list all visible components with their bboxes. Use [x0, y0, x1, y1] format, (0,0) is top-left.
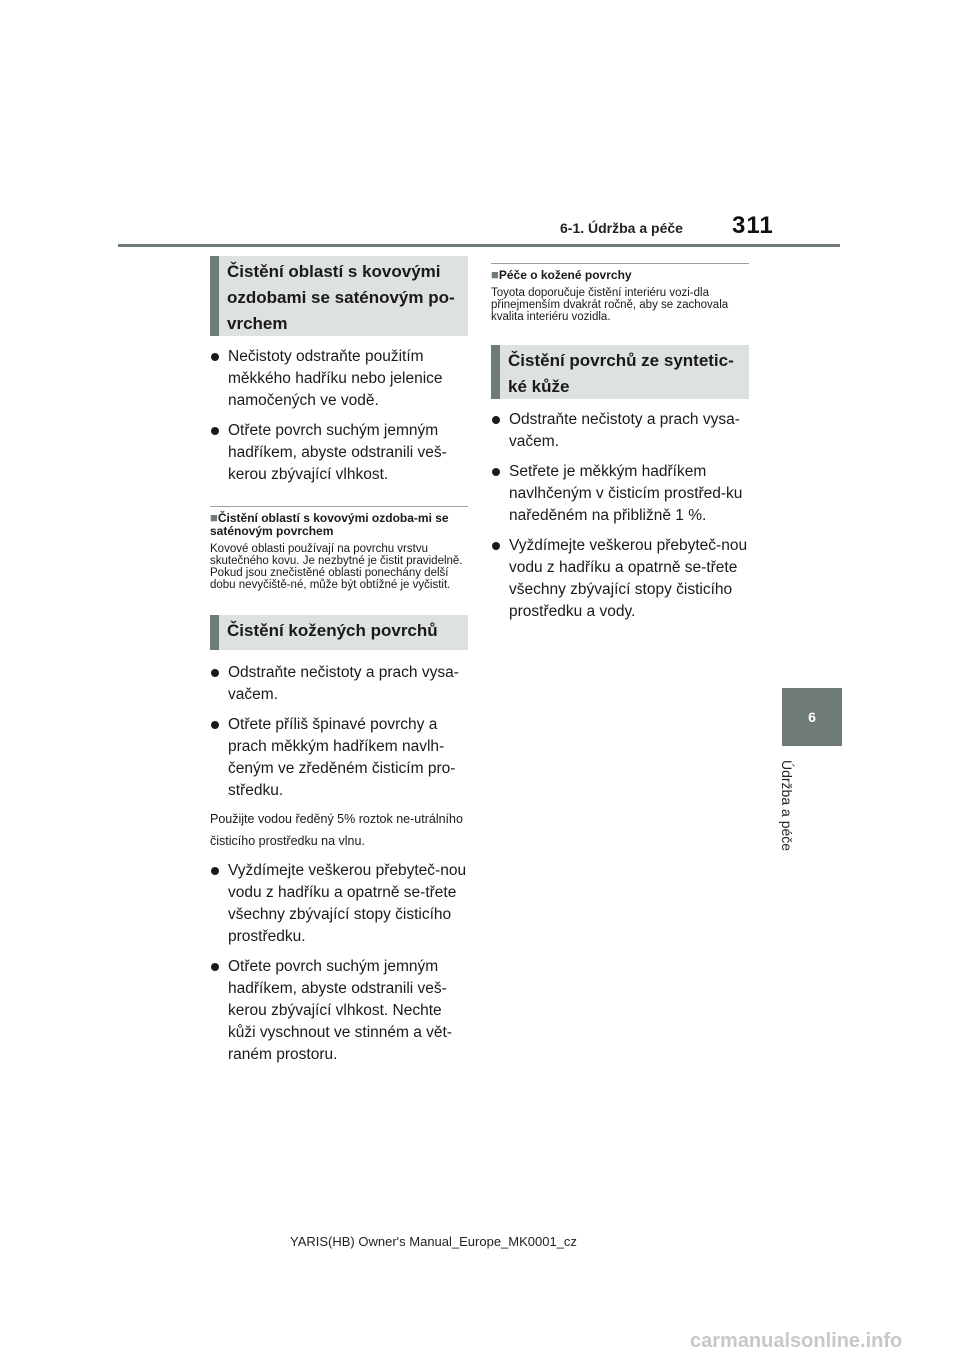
paragraph-detergent: Použijte vodou ředěný 5% roztok ne-utrálního čisticího prostředku na vlnu. [210, 812, 463, 848]
bullet-list-synthetic-leather [491, 409, 749, 623]
list-item: Nečistoty odstraňte použitím měkkého hadříku nebo jelenice namočených ve vodě. [210, 346, 468, 412]
list-item: Odstraňte nečistoty a prach vysa-vačem. [210, 662, 468, 706]
section-title: 6-1. Údržba a péče [560, 220, 683, 236]
note-body: Kovové oblasti používají na povrchu vrstvu skutečného kovu. Je nezbytné je čistit pravidelně. Pokud jsou znečistěné oblasti ponechány delší dobu nevyčiště-né, může být obtížné je vyčistit. [210, 543, 463, 591]
right-column [491, 263, 749, 623]
note-body: Toyota doporučuje čistění interiéru vozi-dla přinejmenším dvakrát ročně, aby se zachovala kvalita interiéru vozidla. [491, 287, 729, 323]
chapter-tab [782, 688, 842, 746]
note-title-text: Péče o kožené povrchy [498, 268, 632, 282]
header-divider [118, 244, 840, 247]
note-title [210, 511, 468, 538]
footer-text: YARIS(HB) Owner's Manual_Europe_MK0001_cz [290, 1234, 577, 1249]
list-item: Otřete povrch suchým jemným hadříkem, abyste odstranili veš-kerou zbývající vlhkost. [210, 420, 468, 486]
chapter-number: 6 [808, 709, 816, 725]
note-metal-trim [210, 506, 468, 591]
list-item: Otřete povrch suchým jemným hadříkem, abyste odstranili veš-kerou zbývající vlhkost. Nechte kůži vyschnout ve stinném a vět-raném prostoru. [210, 956, 468, 1066]
note-title-text: Čistění oblastí s kovovými ozdoba-mi se saténovým povrchem [210, 511, 449, 538]
square-bullet-icon: ■ [210, 510, 218, 525]
heading-synthetic-leather: Čistění povrchů ze syntetic-ké kůže [491, 345, 749, 399]
bullet-list-metal-trim [210, 346, 468, 486]
list-item: Otřete příliš špinavé povrchy a prach měkkým hadříkem navlh-čeným ve zředěném čisticím pro-středku. [210, 714, 468, 802]
watermark: carmanualsonline.info [690, 1330, 903, 1352]
heading-leather: Čistění kožených povrchů [210, 615, 468, 650]
square-bullet-icon: ■ [491, 267, 499, 282]
note-leather-care [491, 263, 749, 323]
list-item: Odstraňte nečistoty a prach vysa-vačem. [491, 409, 749, 453]
note-title [491, 268, 749, 282]
bullet-list-leather-finish [210, 860, 468, 1066]
list-item: Vyždímejte veškerou přebyteč-nou vodu z hadříku a opatrně se-třete všechny zbývající stopy čisticího prostředku. [210, 860, 468, 948]
list-item: Setřete je měkkým hadříkem navlhčeným v čisticím prostřed-ku naředěném na přibližně 1 %. [491, 461, 749, 527]
chapter-label-text: Údržba a péče [779, 760, 795, 852]
chapter-label [773, 760, 813, 860]
heading-metal-trim: Čistění oblastí s kovovými ozdobami se saténovým po-vrchem [210, 256, 468, 336]
left-column [210, 256, 468, 1066]
page-number: 311 [732, 212, 774, 239]
list-item: Vyždímejte veškerou přebyteč-nou vodu z hadříku a opatrně se-třete všechny zbývající stopy čisticího prostředku a vody. [491, 535, 749, 623]
bullet-list-leather [210, 662, 468, 802]
